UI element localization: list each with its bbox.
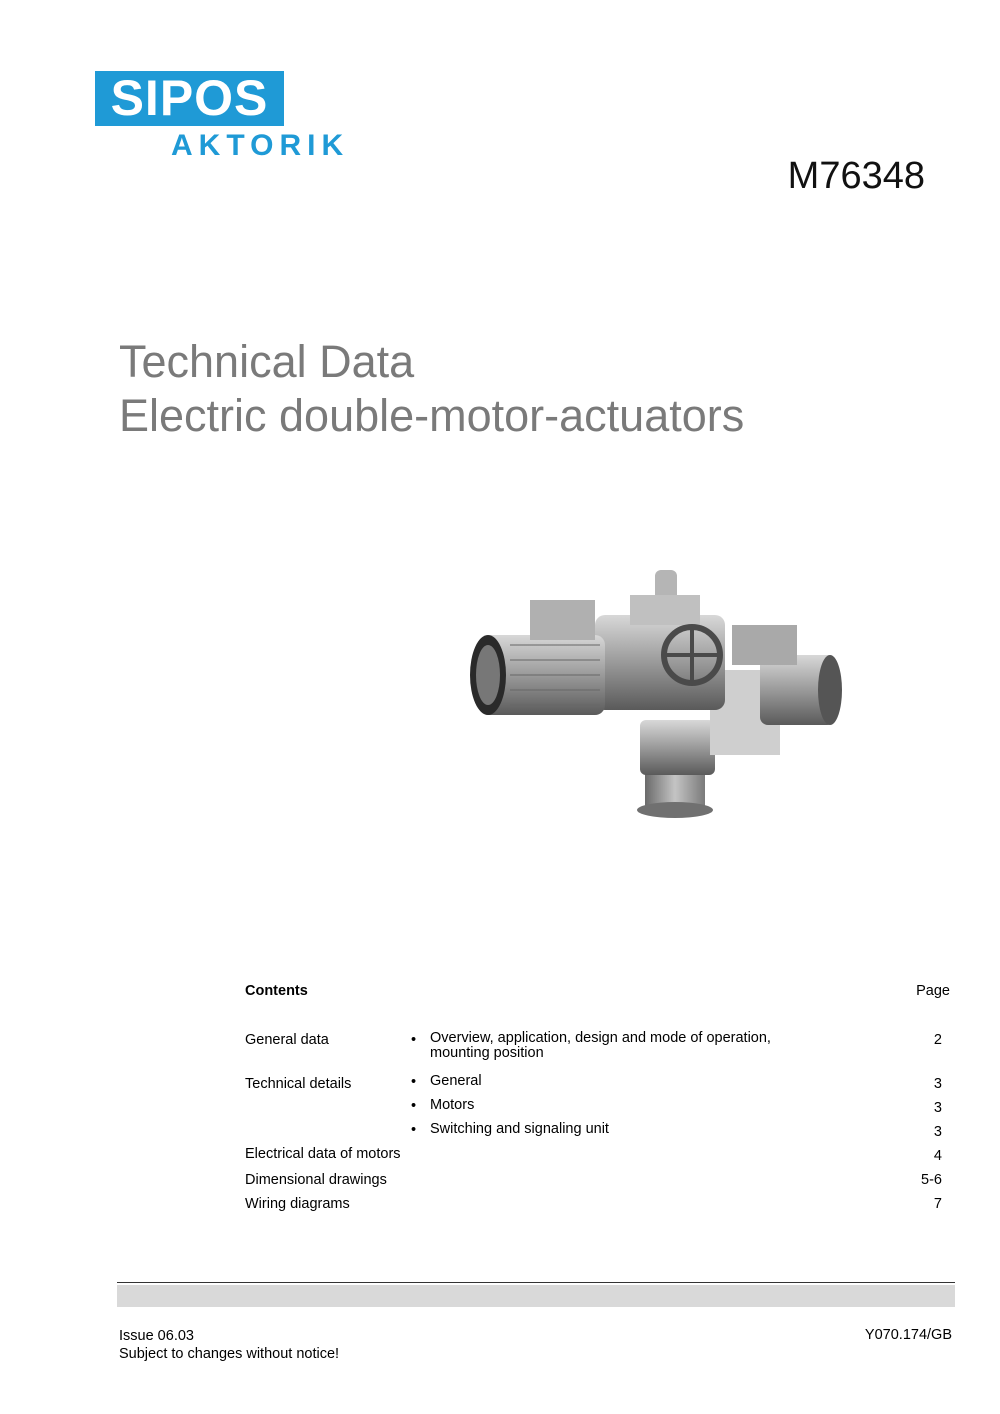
footer-issue-info <box>119 1327 339 1363</box>
toc-page-number: 2 <box>933 1032 942 1048</box>
toc-page-number: 5-6 <box>921 1172 942 1188</box>
toc-page-number: 4 <box>933 1148 942 1164</box>
logo-wordmark: SIPOS <box>95 71 284 126</box>
toc-item: General <box>430 1073 482 1089</box>
logo-subtitle: AKTORIK <box>171 129 350 162</box>
footer-divider <box>117 1282 955 1283</box>
bullet-icon: • <box>411 1098 417 1114</box>
toc-section-label: Wiring diagrams <box>245 1196 350 1212</box>
toc-section-label: Electrical data of motors <box>245 1146 401 1162</box>
title-line-1: Technical Data <box>119 336 415 387</box>
contents-heading: Contents <box>245 983 308 999</box>
document-code: Y070.174/GB <box>864 1327 952 1343</box>
page-column-heading: Page <box>916 983 950 999</box>
bullet-icon: • <box>411 1074 417 1090</box>
footer-band <box>117 1285 955 1307</box>
notice-text: Subject to changes without notice! <box>119 1346 340 1362</box>
toc-section-label: Dimensional drawings <box>245 1172 387 1188</box>
toc-page-number: 7 <box>933 1196 942 1212</box>
document-number: M76348 <box>787 155 925 197</box>
company-logo <box>95 71 355 166</box>
toc-page-number: 3 <box>933 1124 942 1140</box>
title-line-2: Electric double-motor-actuators <box>119 390 745 441</box>
issue-text: Issue 06.03 <box>119 1328 194 1344</box>
document-title <box>119 335 744 443</box>
toc-section-label: General data <box>245 1032 329 1048</box>
toc-page-number: 3 <box>933 1100 942 1116</box>
toc-item: Overview, application, design and mode of operation, mounting position <box>430 1030 771 1061</box>
bullet-icon: • <box>411 1122 417 1138</box>
toc-item: Motors <box>430 1097 475 1113</box>
actuator-product-image <box>460 560 850 820</box>
toc-section-label: Technical details <box>245 1076 352 1092</box>
bullet-icon: • <box>411 1032 417 1048</box>
toc-item: Switching and signaling unit <box>430 1121 609 1137</box>
toc-page-number: 3 <box>933 1076 942 1092</box>
